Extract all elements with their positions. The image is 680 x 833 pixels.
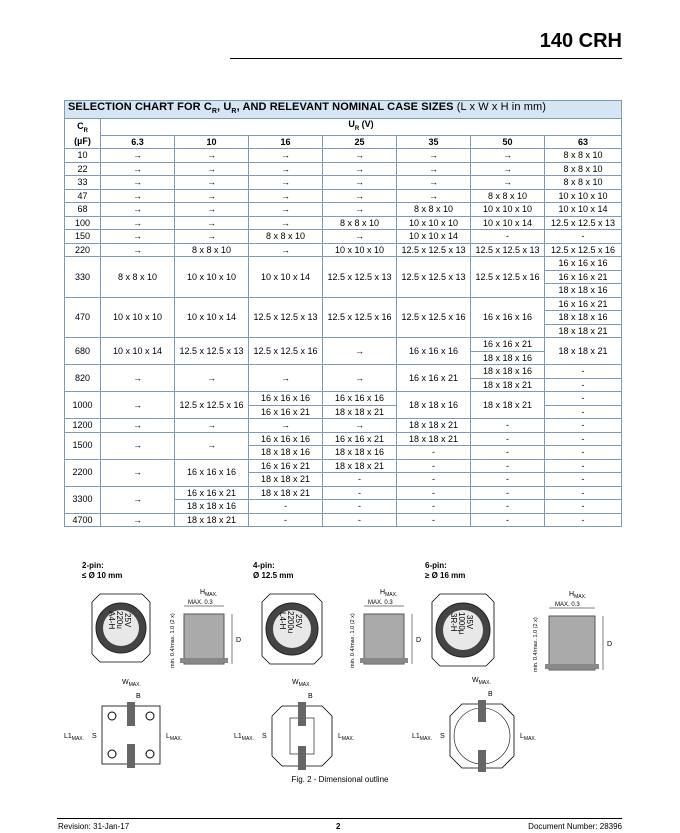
cap-cell: 1200 — [65, 419, 101, 433]
size-cell: 12.5 x 12.5 x 13 — [397, 243, 471, 257]
size-cell: - — [397, 500, 471, 514]
size-cell: - — [545, 500, 622, 514]
pin6-max03-label: MAX. 0.3 — [555, 602, 580, 608]
cap-cell: 2200 — [65, 459, 101, 486]
size-cell: → — [397, 189, 471, 203]
size-cell: 8 x 8 x 10 — [545, 149, 622, 163]
size-cell: 18 x 18 x 16 — [471, 365, 545, 379]
size-cell: 12.5 x 12.5 x 13 — [397, 257, 471, 298]
table-row — [65, 392, 622, 406]
size-cell: → — [249, 365, 323, 392]
table-row — [65, 513, 622, 527]
pin4-min-pin-label: min. 0.4/max. 1.0 (2 x) — [350, 613, 356, 668]
voltage-header-cell: 16 — [249, 135, 323, 149]
dimensional-outline-figure — [0, 578, 680, 808]
size-cell: 18 x 18 x 16 — [471, 351, 545, 365]
size-cell: → — [101, 419, 175, 433]
size-cell: 18 x 18 x 21 — [323, 405, 397, 419]
size-cell: → — [101, 189, 175, 203]
size-cell: → — [249, 162, 323, 176]
size-cell: - — [545, 446, 622, 460]
size-cell: 16 x 16 x 16 — [471, 297, 545, 338]
size-cell: 8 x 8 x 10 — [101, 257, 175, 298]
cap-cell: 220 — [65, 243, 101, 257]
size-cell: 8 x 8 x 10 — [545, 176, 622, 190]
size-cell: → — [101, 432, 175, 459]
cap-cell: 820 — [65, 365, 101, 392]
voltage-header-cell: 35 — [397, 135, 471, 149]
size-cell: 12.5 x 12.5 x 16 — [249, 338, 323, 365]
size-cell: - — [545, 432, 622, 446]
pin2-l-label: $L_{MAX.}$ — [166, 733, 183, 742]
size-cell: → — [175, 203, 249, 217]
size-cell: 10 x 10 x 14 — [249, 257, 323, 298]
size-cell: - — [545, 365, 622, 379]
size-cell: → — [175, 432, 249, 459]
pin4-side-view — [350, 589, 421, 668]
table-row — [65, 176, 622, 190]
size-cell: 16 x 16 x 21 — [545, 270, 622, 284]
pin4-marking-line2: 2200u — [286, 611, 295, 634]
size-cell: - — [545, 419, 622, 433]
pin2-marking-line3: A4-H — [107, 611, 116, 630]
pin4-max03-label: MAX. 0.3 — [368, 600, 393, 606]
size-cell: 10 x 10 x 14 — [397, 230, 471, 244]
ur-header: $U_R$ (V) — [101, 119, 622, 136]
size-cell: - — [545, 378, 622, 392]
size-cell: → — [323, 176, 397, 190]
size-cell: - — [545, 405, 622, 419]
size-cell: 8 x 8 x 10 — [545, 162, 622, 176]
size-cell: - — [471, 486, 545, 500]
size-cell: → — [101, 459, 175, 486]
pin4-l1-label: $L1_{MAX.}$ — [234, 733, 255, 742]
header-rule — [230, 58, 622, 59]
cap-cell: 68 — [65, 203, 101, 217]
size-cell: → — [323, 149, 397, 163]
footer-revision: Revision: 31-Jan-17 — [58, 822, 130, 831]
size-cell: → — [101, 513, 175, 527]
pin2-top-view — [92, 594, 150, 662]
pin6-d-label: D — [607, 641, 613, 648]
size-cell: 10 x 10 x 10 — [545, 189, 622, 203]
size-cell: → — [101, 162, 175, 176]
size-cell: → — [175, 230, 249, 244]
size-cell: 12.5 x 12.5 x 13 — [323, 257, 397, 298]
size-cell: 8 x 8 x 10 — [471, 189, 545, 203]
size-cell: - — [249, 500, 323, 514]
cap-cell: 470 — [65, 297, 101, 338]
pin2-max03-label: MAX. 0.3 — [188, 600, 213, 606]
pin6-h-max-label: $H_{MAX.}$ — [569, 591, 587, 600]
table-row — [65, 297, 622, 311]
size-cell: 18 x 18 x 21 — [175, 513, 249, 527]
pin4-bottom-view — [234, 679, 354, 770]
pin2-l1-label: $L1_{MAX.}$ — [64, 733, 85, 742]
figure-caption: Fig. 2 - Dimensional outline — [291, 775, 389, 784]
table-row — [65, 459, 622, 473]
table-row — [65, 189, 622, 203]
pin6-min-pin-label: min. 0.4/max. 1.0 (2 x) — [533, 617, 539, 672]
selection-chart-table — [64, 100, 622, 527]
pin6-bottom-view — [412, 677, 536, 772]
size-cell: 16 x 16 x 21 — [249, 405, 323, 419]
size-cell: → — [323, 230, 397, 244]
size-cell: 16 x 16 x 16 — [175, 459, 249, 486]
size-cell: → — [101, 176, 175, 190]
size-cell: 10 x 10 x 10 — [175, 257, 249, 298]
size-cell: 18 x 18 x 21 — [397, 432, 471, 446]
size-cell: - — [545, 230, 622, 244]
pin6-w-max-label: $W_{MAX.}$ — [472, 677, 491, 686]
pin4-d-label: D — [416, 637, 422, 644]
pin2-b-label: B — [136, 693, 141, 700]
size-cell: - — [397, 459, 471, 473]
size-cell: - — [471, 446, 545, 460]
pin2-s-label: S — [92, 733, 97, 740]
size-cell: - — [397, 486, 471, 500]
pin6-b-label: B — [488, 691, 493, 698]
pin4-top-view — [262, 594, 322, 664]
table-row — [65, 243, 622, 257]
footer-page-number: 2 — [336, 822, 341, 831]
size-cell: 12.5 x 12.5 x 16 — [545, 243, 622, 257]
size-cell: 10 x 10 x 10 — [101, 297, 175, 338]
size-cell: → — [249, 419, 323, 433]
pin6-marking-line1: 35V — [465, 615, 474, 630]
size-cell: 10 x 10 x 14 — [471, 216, 545, 230]
size-cell: - — [323, 513, 397, 527]
pin4-h-max-label: $H_{MAX.}$ — [380, 589, 398, 598]
size-cell: 12.5 x 12.5 x 13 — [175, 338, 249, 365]
size-cell: 18 x 18 x 21 — [249, 486, 323, 500]
cap-cell: 680 — [65, 338, 101, 365]
table-row — [65, 365, 622, 379]
size-cell: 18 x 18 x 21 — [471, 378, 545, 392]
size-cell: 16 x 16 x 21 — [397, 365, 471, 392]
size-cell: → — [249, 243, 323, 257]
size-cell: → — [397, 162, 471, 176]
size-cell: 12.5 x 12.5 x 13 — [471, 243, 545, 257]
size-cell: 8 x 8 x 10 — [175, 243, 249, 257]
size-cell: 12.5 x 12.5 x 16 — [175, 392, 249, 419]
size-cell: → — [175, 162, 249, 176]
size-cell: 8 x 8 x 10 — [397, 203, 471, 217]
table-row — [65, 257, 622, 271]
size-cell: 16 x 16 x 21 — [249, 459, 323, 473]
size-cell: 10 x 10 x 14 — [101, 338, 175, 365]
size-cell: → — [471, 149, 545, 163]
size-cell: 10 x 10 x 14 — [545, 203, 622, 217]
table-row — [65, 338, 622, 352]
size-cell: → — [249, 203, 323, 217]
pin4-heading: 4-pin: Ø 12.5 mm — [253, 561, 294, 580]
size-cell: - — [397, 446, 471, 460]
size-cell: 18 x 18 x 21 — [545, 338, 622, 365]
cap-cell: 10 — [65, 149, 101, 163]
size-cell: 18 x 18 x 16 — [249, 446, 323, 460]
size-cell: 16 x 16 x 16 — [323, 392, 397, 406]
cap-cell: 47 — [65, 189, 101, 203]
size-cell: - — [545, 486, 622, 500]
size-cell: → — [323, 189, 397, 203]
size-cell: → — [397, 176, 471, 190]
size-cell: → — [471, 176, 545, 190]
size-cell: → — [249, 149, 323, 163]
size-cell: - — [471, 230, 545, 244]
voltage-header-cell: 10 — [175, 135, 249, 149]
size-cell: 16 x 16 x 16 — [545, 257, 622, 271]
size-cell: 18 x 18 x 21 — [397, 419, 471, 433]
pin4-b-label: B — [308, 693, 313, 700]
size-cell: - — [545, 459, 622, 473]
size-cell: → — [323, 365, 397, 392]
pin2-bottom-view — [64, 679, 182, 768]
voltage-header-row — [65, 135, 622, 149]
size-cell: 18 x 18 x 21 — [471, 392, 545, 419]
pin2-h-max-label: $H_{MAX.}$ — [200, 589, 218, 598]
cr-header: $C_R$ (µF) — [65, 119, 101, 149]
size-cell: 18 x 18 x 21 — [249, 473, 323, 487]
size-cell: 18 x 18 x 16 — [545, 284, 622, 298]
voltage-header-cell: 63 — [545, 135, 622, 149]
table-row — [65, 230, 622, 244]
size-cell: → — [101, 149, 175, 163]
voltage-header-cell: 6.3 — [101, 135, 175, 149]
pin6-top-view — [432, 594, 494, 666]
pin6-heading: 6-pin: ≥ Ø 16 mm — [425, 561, 466, 580]
size-cell: 18 x 18 x 16 — [397, 392, 471, 419]
size-cell: 16 x 16 x 16 — [249, 432, 323, 446]
size-cell: 18 x 18 x 21 — [323, 459, 397, 473]
size-cell: 16 x 16 x 21 — [471, 338, 545, 352]
size-cell: - — [545, 513, 622, 527]
size-cell: 10 x 10 x 14 — [175, 297, 249, 338]
cap-cell: 1000 — [65, 392, 101, 419]
cap-cell: 330 — [65, 257, 101, 298]
pin2-heading: 2-pin: ≤ Ø 10 mm — [82, 561, 123, 580]
size-cell: - — [397, 513, 471, 527]
size-cell: → — [471, 162, 545, 176]
size-cell: 18 x 18 x 21 — [545, 324, 622, 338]
size-cell: - — [471, 473, 545, 487]
cap-cell: 4700 — [65, 513, 101, 527]
size-cell: - — [545, 473, 622, 487]
size-cell: → — [175, 419, 249, 433]
size-cell: - — [397, 473, 471, 487]
cap-cell: 33 — [65, 176, 101, 190]
size-cell: → — [101, 203, 175, 217]
pin6-l-label: $L_{MAX.}$ — [520, 733, 537, 742]
size-cell: 16 x 16 x 16 — [397, 338, 471, 365]
pin4-marking-line1: 25V — [294, 614, 303, 629]
table-row — [65, 419, 622, 433]
size-cell: - — [471, 500, 545, 514]
size-cell: → — [101, 216, 175, 230]
size-cell: → — [249, 176, 323, 190]
table-row — [65, 203, 622, 217]
pin2-side-view — [170, 589, 241, 668]
cap-cell: 150 — [65, 230, 101, 244]
pin6-l1-label: $L1_{MAX.}$ — [412, 733, 433, 742]
size-cell: → — [323, 162, 397, 176]
size-cell: - — [471, 432, 545, 446]
table-row — [65, 432, 622, 446]
size-cell: → — [397, 149, 471, 163]
size-cell: 12.5 x 12.5 x 13 — [249, 297, 323, 338]
size-cell: 10 x 10 x 10 — [397, 216, 471, 230]
size-cell: → — [175, 216, 249, 230]
pin6-side-view — [533, 591, 612, 672]
size-cell: → — [323, 419, 397, 433]
table-row — [65, 162, 622, 176]
table-title: SELECTION CHART FOR $C_R$, $U_R$, AND RELEVANT NOMINAL CASE SIZES (L x W x H in mm) — [65, 101, 622, 119]
pin4-marking-line3: L4-H — [278, 612, 287, 630]
table-row — [65, 216, 622, 230]
size-cell: → — [323, 203, 397, 217]
size-cell: 8 x 8 x 10 — [249, 230, 323, 244]
size-cell: 16 x 16 x 21 — [175, 486, 249, 500]
size-cell: 18 x 18 x 16 — [545, 311, 622, 325]
size-cell: - — [323, 473, 397, 487]
page-title: 140 CRH — [539, 30, 622, 52]
size-cell: 12.5 x 12.5 x 16 — [323, 297, 397, 338]
cap-cell: 100 — [65, 216, 101, 230]
table-row — [65, 149, 622, 163]
size-cell: → — [249, 189, 323, 203]
size-cell: - — [323, 500, 397, 514]
size-cell: 16 x 16 x 16 — [249, 392, 323, 406]
pin4-s-label: S — [262, 733, 267, 740]
pin6-s-label: S — [440, 733, 445, 740]
size-cell: → — [101, 365, 175, 392]
voltage-header-cell: 25 — [323, 135, 397, 149]
table-row — [65, 486, 622, 500]
pin2-marking-line1: 25V — [123, 613, 132, 628]
size-cell: → — [175, 365, 249, 392]
size-cell: - — [249, 513, 323, 527]
footer-document-number: Document Number: 28396 — [528, 822, 622, 831]
size-cell: 16 x 16 x 21 — [323, 432, 397, 446]
size-cell: - — [545, 392, 622, 406]
size-cell: - — [471, 419, 545, 433]
pin4-w-max-label: $W_{MAX.}$ — [292, 679, 311, 688]
size-cell: → — [101, 486, 175, 513]
size-cell: 10 x 10 x 10 — [323, 243, 397, 257]
size-cell: - — [471, 513, 545, 527]
pin2-min-pin-label: min. 0.4/max. 1.0 (2 x) — [170, 613, 176, 668]
pin6-marking-line3: 3R-H — [449, 613, 458, 632]
size-cell: → — [175, 189, 249, 203]
pin2-d-label: D — [236, 637, 242, 644]
voltage-header-cell: 50 — [471, 135, 545, 149]
size-cell: 12.5 x 12.5 x 13 — [545, 216, 622, 230]
size-cell: 12.5 x 12.5 x 16 — [397, 297, 471, 338]
pin6-marking-line2: 1000µ — [457, 612, 466, 635]
cap-cell: 22 — [65, 162, 101, 176]
size-cell: → — [249, 216, 323, 230]
pin2-marking-line2: 220u — [115, 611, 124, 629]
size-cell: → — [175, 176, 249, 190]
size-cell: 8 x 8 x 10 — [323, 216, 397, 230]
size-cell: - — [323, 486, 397, 500]
size-cell: 12.5 x 12.5 x 16 — [471, 257, 545, 298]
footer-rule — [57, 818, 622, 819]
cap-cell: 1500 — [65, 432, 101, 459]
size-cell: 16 x 16 x 21 — [545, 297, 622, 311]
size-cell: 10 x 10 x 10 — [471, 203, 545, 217]
size-cell: → — [175, 149, 249, 163]
size-cell: → — [101, 392, 175, 419]
pin4-l-label: $L_{MAX.}$ — [338, 733, 355, 742]
size-cell: → — [101, 230, 175, 244]
cap-cell: 3300 — [65, 486, 101, 513]
size-cell: → — [101, 243, 175, 257]
pin2-w-max-label: $W_{MAX.}$ — [122, 679, 141, 688]
size-cell: → — [323, 338, 397, 365]
size-cell: 18 x 18 x 16 — [175, 500, 249, 514]
size-cell: 18 x 18 x 16 — [323, 446, 397, 460]
size-cell: - — [471, 459, 545, 473]
